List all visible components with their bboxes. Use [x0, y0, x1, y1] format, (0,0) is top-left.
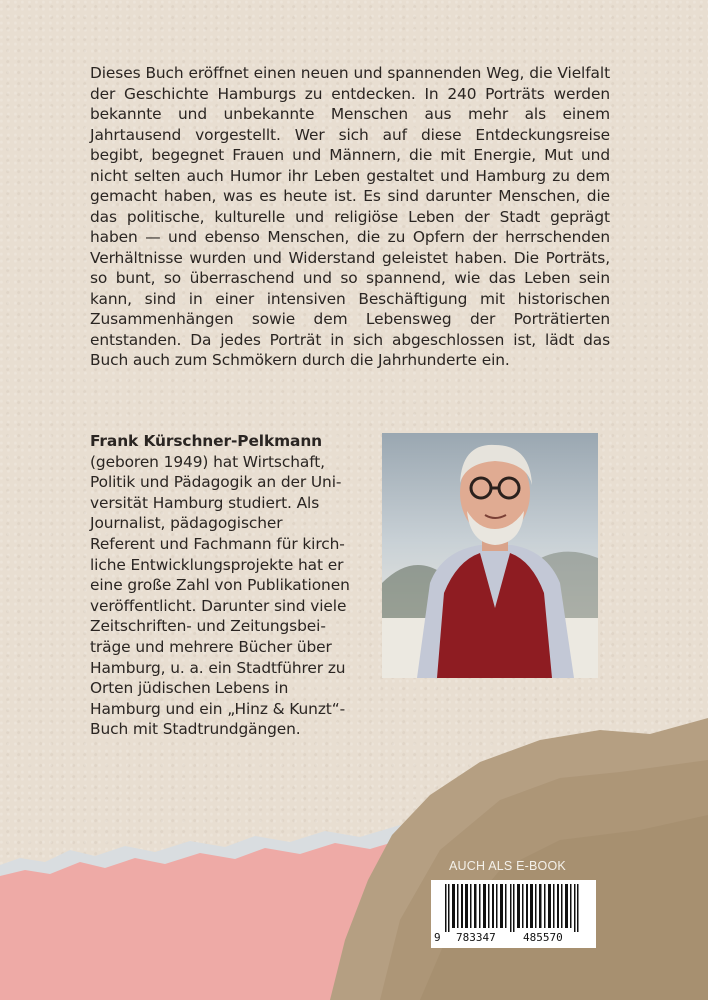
- barcode-group1: 783347: [456, 931, 496, 944]
- torn-paper-scraps: [0, 700, 708, 1000]
- author-name: Frank Kürschner-Pelkmann: [90, 432, 323, 450]
- isbn-barcode: [431, 880, 596, 948]
- ebook-note: AUCH ALS E-BOOK: [449, 859, 566, 873]
- blurb-text: Dieses Buch eröffnet einen neuen und spannenden Weg, die Vielfalt der Geschichte Hamburgs zu entdecken. In 240 Porträts werden bekannte und unbekannte Menschen aus mehr als einem Jahrtausend vorgestellt. Wer sich auf diese Entdeckungsreise begibt, begegnet Frauen und Männern, die mit Energie, Mut und nicht selten auch Humor ihr Leben gestaltet und Hamburg zu dem gemacht haben, was es heute ist. Es sind darunter Menschen, die das politische, kulturelle und religiöse Leben der Stadt geprägt haben — und ebenso Menschen, die zu Opfern der herrschenden Verhältnisse wurden und Widerstand geleistet haben. Die Porträts, so bunt, so überraschend und so spannend, wie das Leben sein kann, sind in einer intensiven Beschäftigung mit historischen Zusammenhängen sowie dem Lebensweg der Porträtierten entstanden. Da jedes Porträt in sich abgeschlossen ist, lädt das Buch auch zum Schmökern durch die Jahrhunderte ein.: [90, 64, 610, 369]
- barcode-group2: 485570: [523, 931, 563, 944]
- author-bio: (geboren 1949) hat Wirtschaft, Politik und Pädagogik an der Uni- versität Hamburg studiert. Als Journalist, pädagogischer Referent und Fachmann für kirch- liche Entwicklungsprojekte hat er eine große Zahl von Publikationen veröffentlicht. Darunter sind viele Zeitschriften- und Zeitungsbei- träge und mehrere Bücher über Hamburg, u. a. ein Stadtführer zu Orten jüdischen Lebens in Hamburg und ein „Hinz & Kunzt“- Buch mit Stadtrundgängen.: [90, 452, 350, 739]
- barcode-lead-digit: 9: [434, 931, 441, 944]
- author-photo: [382, 433, 598, 678]
- author-section: [90, 431, 370, 740]
- barcode-digits: [431, 931, 596, 945]
